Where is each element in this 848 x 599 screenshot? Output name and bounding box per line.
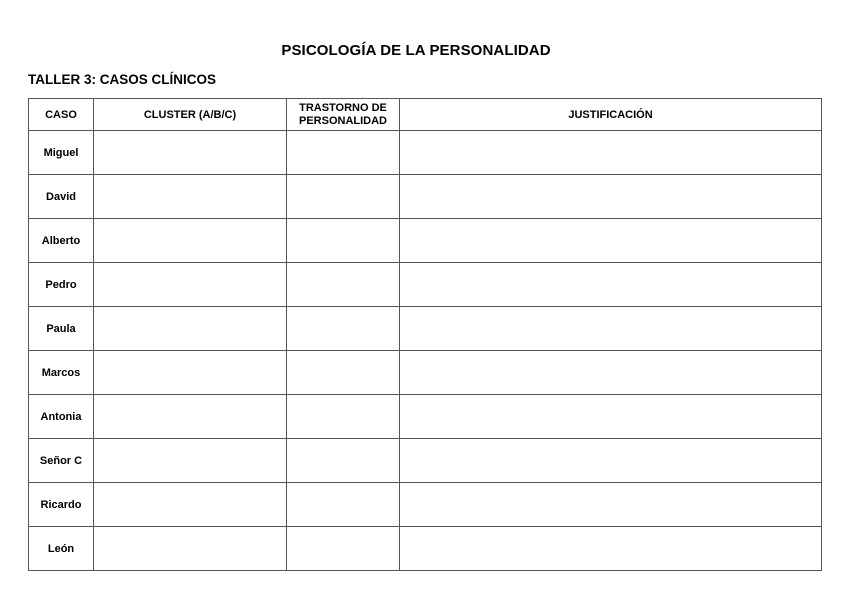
cluster-cell[interactable] [94,351,287,395]
table-row [29,483,822,527]
justificacion-cell[interactable] [400,175,822,219]
justificacion-cell[interactable] [400,483,822,527]
table-row [29,395,822,439]
cluster-cell[interactable] [94,131,287,175]
table-row [29,527,822,571]
trastorno-cell[interactable] [287,307,400,351]
justificacion-cell[interactable] [400,219,822,263]
justificacion-cell[interactable] [400,263,822,307]
cluster-cell[interactable] [94,439,287,483]
cluster-cell[interactable] [94,483,287,527]
trastorno-cell[interactable] [287,351,400,395]
cluster-cell[interactable] [94,219,287,263]
case-name: Alberto [29,219,94,263]
cases-table [28,98,822,571]
trastorno-cell[interactable] [287,483,400,527]
document-subtitle: TALLER 3: CASOS CLÍNICOS [28,72,217,87]
trastorno-cell[interactable] [287,527,400,571]
trastorno-cell[interactable] [287,219,400,263]
header-justificacion: JUSTIFICACIÓN [400,99,822,131]
case-name: Señor C [29,439,94,483]
table-row [29,439,822,483]
table-row [29,263,822,307]
justificacion-cell[interactable] [400,351,822,395]
header-cluster: CLUSTER (A/B/C) [94,99,287,131]
case-name: Marcos [29,351,94,395]
justificacion-cell[interactable] [400,527,822,571]
cluster-cell[interactable] [94,527,287,571]
justificacion-cell[interactable] [400,439,822,483]
cluster-cell[interactable] [94,395,287,439]
document-title: PSICOLOGÍA DE LA PERSONALIDAD [281,42,551,59]
justificacion-cell[interactable] [400,395,822,439]
justificacion-cell[interactable] [400,307,822,351]
trastorno-cell[interactable] [287,175,400,219]
trastorno-cell[interactable] [287,395,400,439]
case-name: Antonia [29,395,94,439]
justificacion-cell[interactable] [400,131,822,175]
trastorno-cell[interactable] [287,131,400,175]
table-header-row [29,99,822,131]
table-row [29,307,822,351]
case-name: Paula [29,307,94,351]
cluster-cell[interactable] [94,175,287,219]
header-caso: CASO [29,99,94,131]
cluster-cell[interactable] [94,307,287,351]
table-row [29,219,822,263]
cluster-cell[interactable] [94,263,287,307]
case-name: David [29,175,94,219]
case-name: Pedro [29,263,94,307]
trastorno-cell[interactable] [287,439,400,483]
table-row [29,351,822,395]
table-body [29,131,822,571]
trastorno-cell[interactable] [287,263,400,307]
case-name: Miguel [29,131,94,175]
table-row [29,131,822,175]
case-name: León [29,527,94,571]
table-row [29,175,822,219]
header-trastorno: TRASTORNO DE PERSONALIDAD [287,99,400,131]
case-name: Ricardo [29,483,94,527]
